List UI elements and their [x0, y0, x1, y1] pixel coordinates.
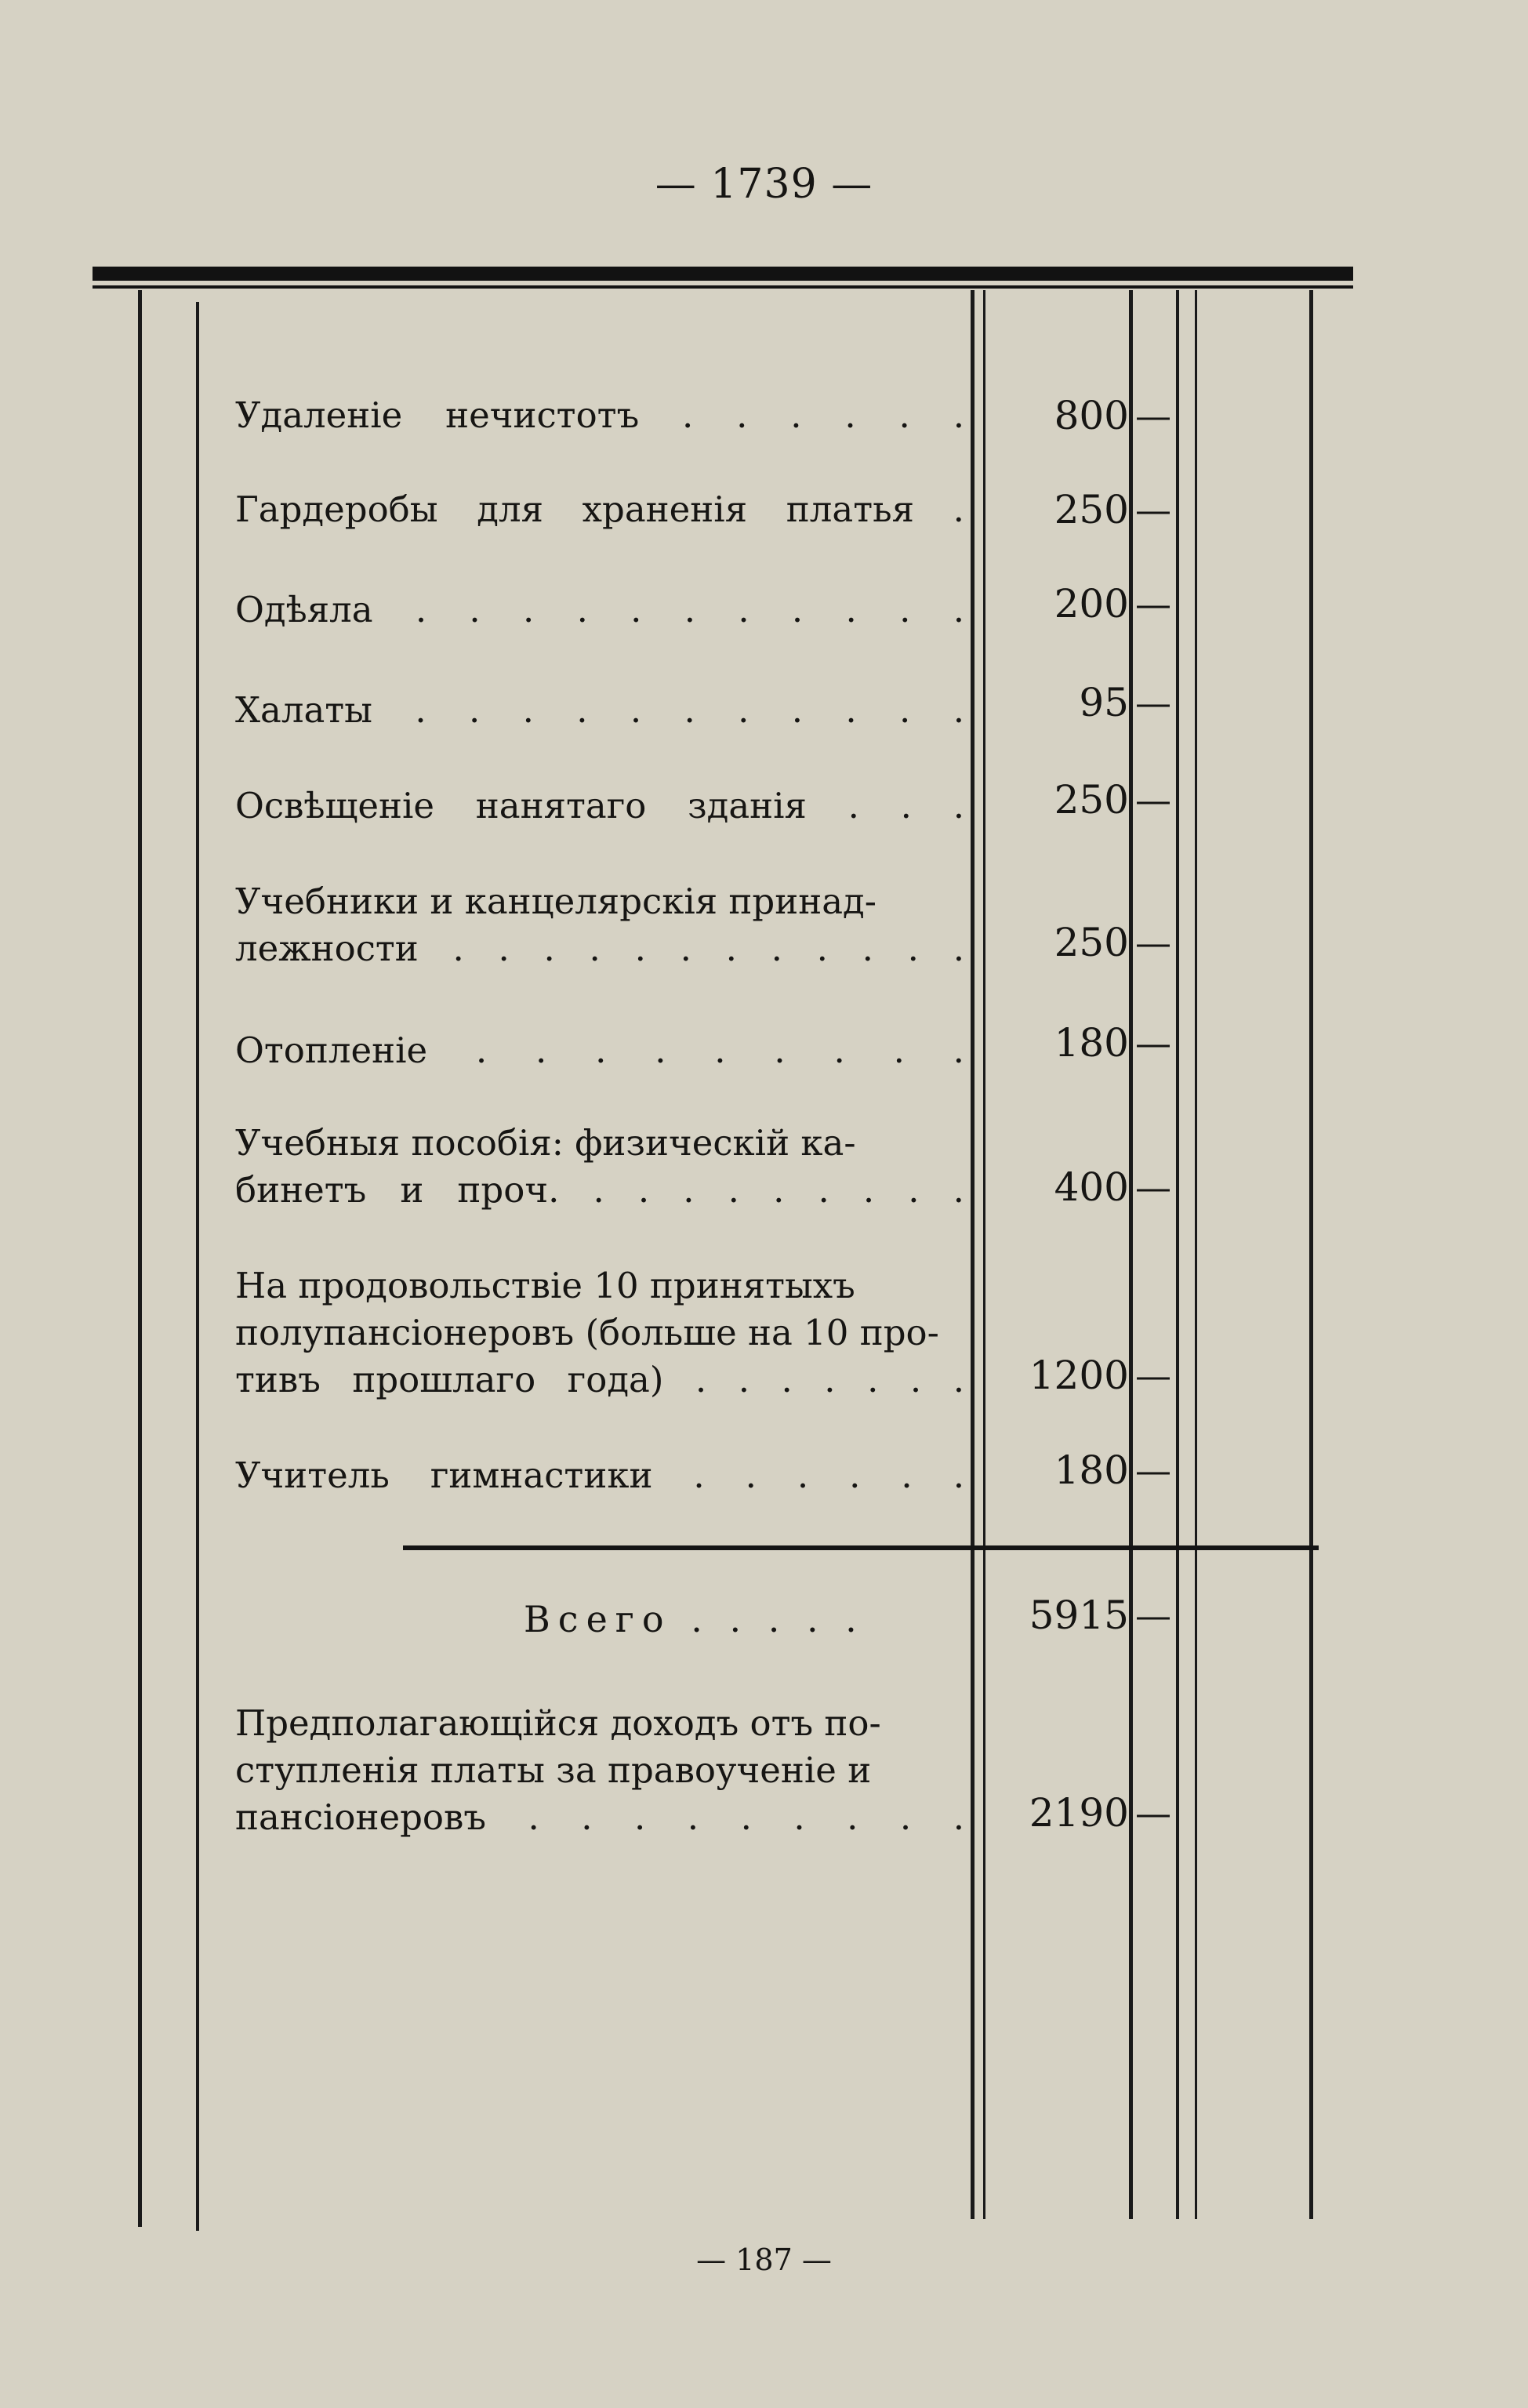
row-kopeck-dash: —: [1135, 779, 1171, 821]
expense-row: [235, 392, 964, 439]
row-label: Учитель гимнастики . . . . . .: [235, 1455, 964, 1496]
row-amount: 250: [1054, 920, 1129, 965]
expense-row: [235, 1120, 964, 1214]
total-label: Всего . . . . .: [524, 1598, 865, 1640]
row-kopeck-dash: —: [1135, 489, 1171, 531]
expense-row: [235, 783, 964, 830]
row-amount: 400: [1054, 1164, 1129, 1210]
sum-rule: [403, 1545, 1319, 1550]
expense-row: [235, 587, 964, 634]
page-header-number: — 1739 —: [655, 161, 873, 208]
row-label-line: бинетъ и проч. . . . . . . . . .: [235, 1169, 964, 1211]
row-label: Одѣяла . . . . . . . . . . .: [235, 589, 964, 630]
row-kopeck-dash: —: [1135, 681, 1171, 724]
row-kopeck-dash: —: [1135, 1166, 1171, 1208]
row-label: Отопленіе . . . . . . . . .: [235, 1030, 964, 1071]
row-amount: 200: [1054, 581, 1129, 627]
row-label-line: полупансіонеровъ (больше на 10 про-: [235, 1312, 939, 1353]
row-amount: 180: [1054, 1020, 1129, 1066]
income-label-line: ступленія платы за правоученіе и: [235, 1749, 872, 1791]
left-outer-column-rule: [138, 290, 142, 2227]
row-amount: 1200: [1029, 1353, 1129, 1398]
expense-row: [235, 1452, 964, 1499]
income-row: [235, 1700, 964, 1841]
row-amount: 180: [1054, 1447, 1129, 1493]
expense-row: [235, 486, 964, 533]
row-amount: 250: [1054, 487, 1129, 532]
row-label: Освѣщеніе нанятаго зданія . . .: [235, 785, 964, 826]
top-thin-rule: [93, 285, 1353, 289]
row-label-line: На продовольствіе 10 принятыхъ: [235, 1265, 855, 1306]
row-label-line: Учебники и канцелярскія принад-: [235, 881, 877, 922]
expense-row: [235, 1027, 964, 1074]
income-amount: 2190: [1029, 1790, 1129, 1836]
row-amount: 800: [1054, 393, 1129, 438]
right-outer-column-rule: [1309, 290, 1313, 2219]
expense-row: [235, 878, 964, 972]
page-footer-number: — 187 —: [696, 2243, 832, 2277]
kopeck-column-rule: [1176, 290, 1179, 2219]
expense-row: [235, 1262, 964, 1404]
income-label-line: пансіонеровъ . . . . . . . . .: [235, 1796, 964, 1838]
amount-column-right-rule: [1129, 290, 1133, 2219]
total-amount: 5915: [1029, 1593, 1129, 1638]
row-label-line: Учебныя пособія: физическій ка-: [235, 1122, 856, 1164]
row-label: Халаты . . . . . . . . . . .: [235, 689, 964, 731]
amount-column-left-rule: [983, 290, 985, 2219]
row-amount: 250: [1054, 777, 1129, 823]
left-inner-column-rule: [196, 302, 199, 2231]
row-amount: 95: [1079, 680, 1129, 725]
row-kopeck-dash: —: [1135, 1022, 1171, 1064]
row-kopeck-dash: —: [1135, 921, 1171, 964]
row-label-line: тивъ прошлаго года) . . . . . . .: [235, 1359, 964, 1400]
row-kopeck-dash: —: [1135, 1354, 1171, 1396]
top-thick-rule: [93, 267, 1353, 281]
total-kopeck-dash: —: [1135, 1594, 1171, 1636]
row-label: Гардеробы для храненія платья .: [235, 489, 964, 530]
row-kopeck-dash: —: [1135, 583, 1171, 625]
row-label: Удаленіе нечистотъ . . . . . .: [235, 394, 964, 436]
row-kopeck-dash: —: [1135, 394, 1171, 437]
row-kopeck-dash: —: [1135, 1449, 1171, 1491]
row-label-line: лежности . . . . . . . . . . . .: [235, 928, 964, 969]
kopeck-column-inner-rule: [1195, 290, 1197, 2219]
expense-row: [235, 687, 964, 734]
income-kopeck-dash: —: [1135, 1792, 1171, 1834]
label-column-right-rule: [971, 290, 975, 2219]
income-label-line: Предполагающійся доходъ отъ по-: [235, 1702, 881, 1744]
